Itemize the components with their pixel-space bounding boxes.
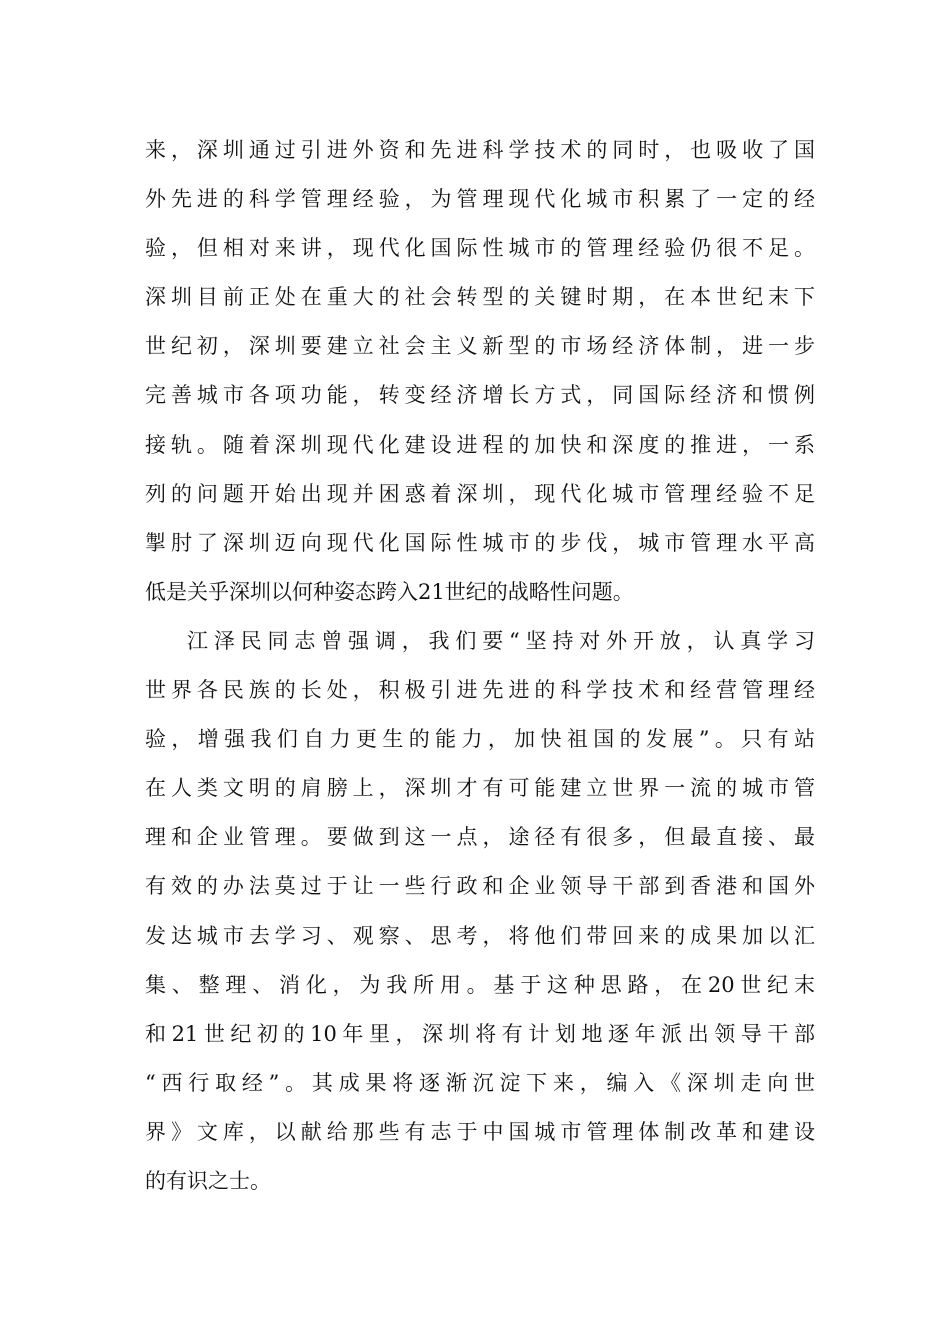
text-line: 理和企业管理。要做到这一点，途径有很多，但最直接、最 [145, 825, 815, 850]
text-line: 和21世纪初的10年里，深圳将有计划地逐年派出领导干部 [145, 1021, 815, 1046]
text-line: 江泽民同志曾强调，我们要“坚持对外开放，认真学习 [187, 628, 815, 653]
text-line: “西行取经”。其成果将逐渐沉淀下来，编入《深圳走向世 [145, 1070, 815, 1095]
paragraph-2 [145, 617, 815, 1206]
paragraph-1 [145, 126, 815, 617]
body-text [145, 126, 815, 1206]
text-line: 界》文库，以献给那些有志于中国城市管理体制改革和建设 [145, 1119, 815, 1144]
text-line: 验，但相对来讲，现代化国际性城市的管理经验仍很不足。 [145, 236, 815, 261]
text-line: 接轨。随着深圳现代化建设进程的加快和深度的推进，一系 [145, 432, 815, 457]
text-line: 来，深圳通过引进外资和先进科学技术的同时，也吸收了国 [145, 138, 815, 162]
text-line: 在人类文明的肩膀上，深圳才有可能建立世界一流的城市管 [145, 776, 815, 801]
text-line: 列的问题开始出现并困惑着深圳，现代化城市管理经验不足 [145, 481, 815, 506]
text-line: 掣肘了深圳迈向现代化国际性城市的步伐，城市管理水平高 [145, 530, 815, 555]
text-line: 世纪初，深圳要建立社会主义新型的市场经济体制，进一步 [145, 334, 815, 359]
text-line: 的有识之士。 [145, 1168, 271, 1193]
text-line: 发达城市去学习、观察、思考，将他们带回来的成果加以汇 [145, 923, 815, 948]
text-line: 集、整理、消化，为我所用。基于这种思路，在20世纪末 [145, 972, 815, 997]
text-line: 外先进的科学管理经验，为管理现代化城市积累了一定的经 [145, 187, 815, 212]
text-line: 世界各民族的长处，积极引进先进的科学技术和经营管理经 [145, 678, 815, 703]
text-line: 有效的办法莫过于让一些行政和企业领导干部到香港和国外 [145, 874, 815, 899]
text-line: 验，增强我们自力更生的能力，加快祖国的发展”。只有站 [145, 727, 815, 752]
text-line: 深圳目前正处在重大的社会转型的关键时期，在本世纪末下 [145, 285, 815, 310]
text-line: 低是关乎深圳以何种姿态跨入21世纪的战略性问题。 [145, 579, 634, 604]
text-line: 完善城市各项功能，转变经济增长方式，同国际经济和惯例 [145, 383, 815, 408]
